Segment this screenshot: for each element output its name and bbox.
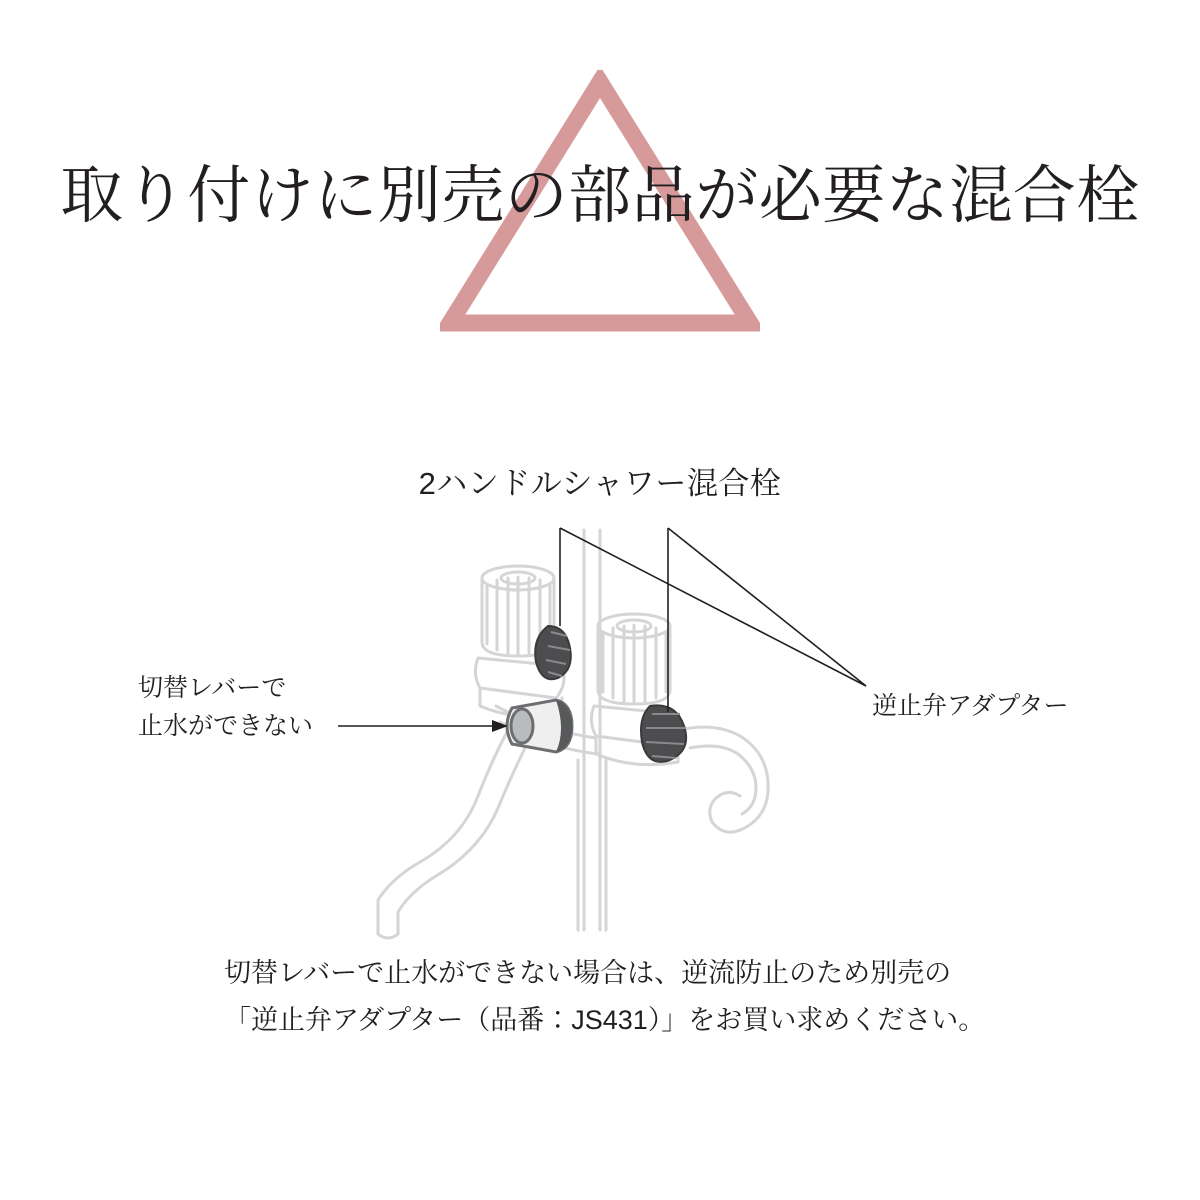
page-title: 取り付けに別売の部品が必要な混合栓: [60, 161, 1140, 231]
check-valve-adapter-callout: [872, 688, 1069, 726]
check-valve-adapter-part-upper: [535, 626, 571, 679]
switch-lever-callout-line-1: 切替レバーで: [138, 674, 287, 702]
figure-section: [0, 430, 1200, 960]
switch-lever-callout: [138, 670, 313, 745]
header-section: [0, 0, 1200, 380]
note-line-2: 「逆止弁アダプター（品番：JS431）」をお買い求めください。: [224, 1005, 986, 1036]
note-text: [224, 950, 1064, 1045]
switch-lever-part: [507, 700, 572, 752]
check-valve-adapter-callout-line-1: 逆止弁アダプター: [872, 692, 1069, 720]
check-valve-adapter-part-lower: [641, 705, 686, 761]
switch-lever-callout-line-2: 止水ができない: [138, 711, 314, 740]
note-line-1: 切替レバーで止水ができない場合は、逆流防止のため別売の: [224, 958, 952, 988]
figure-caption: 2ハンドルシャワー混合栓: [418, 466, 782, 501]
